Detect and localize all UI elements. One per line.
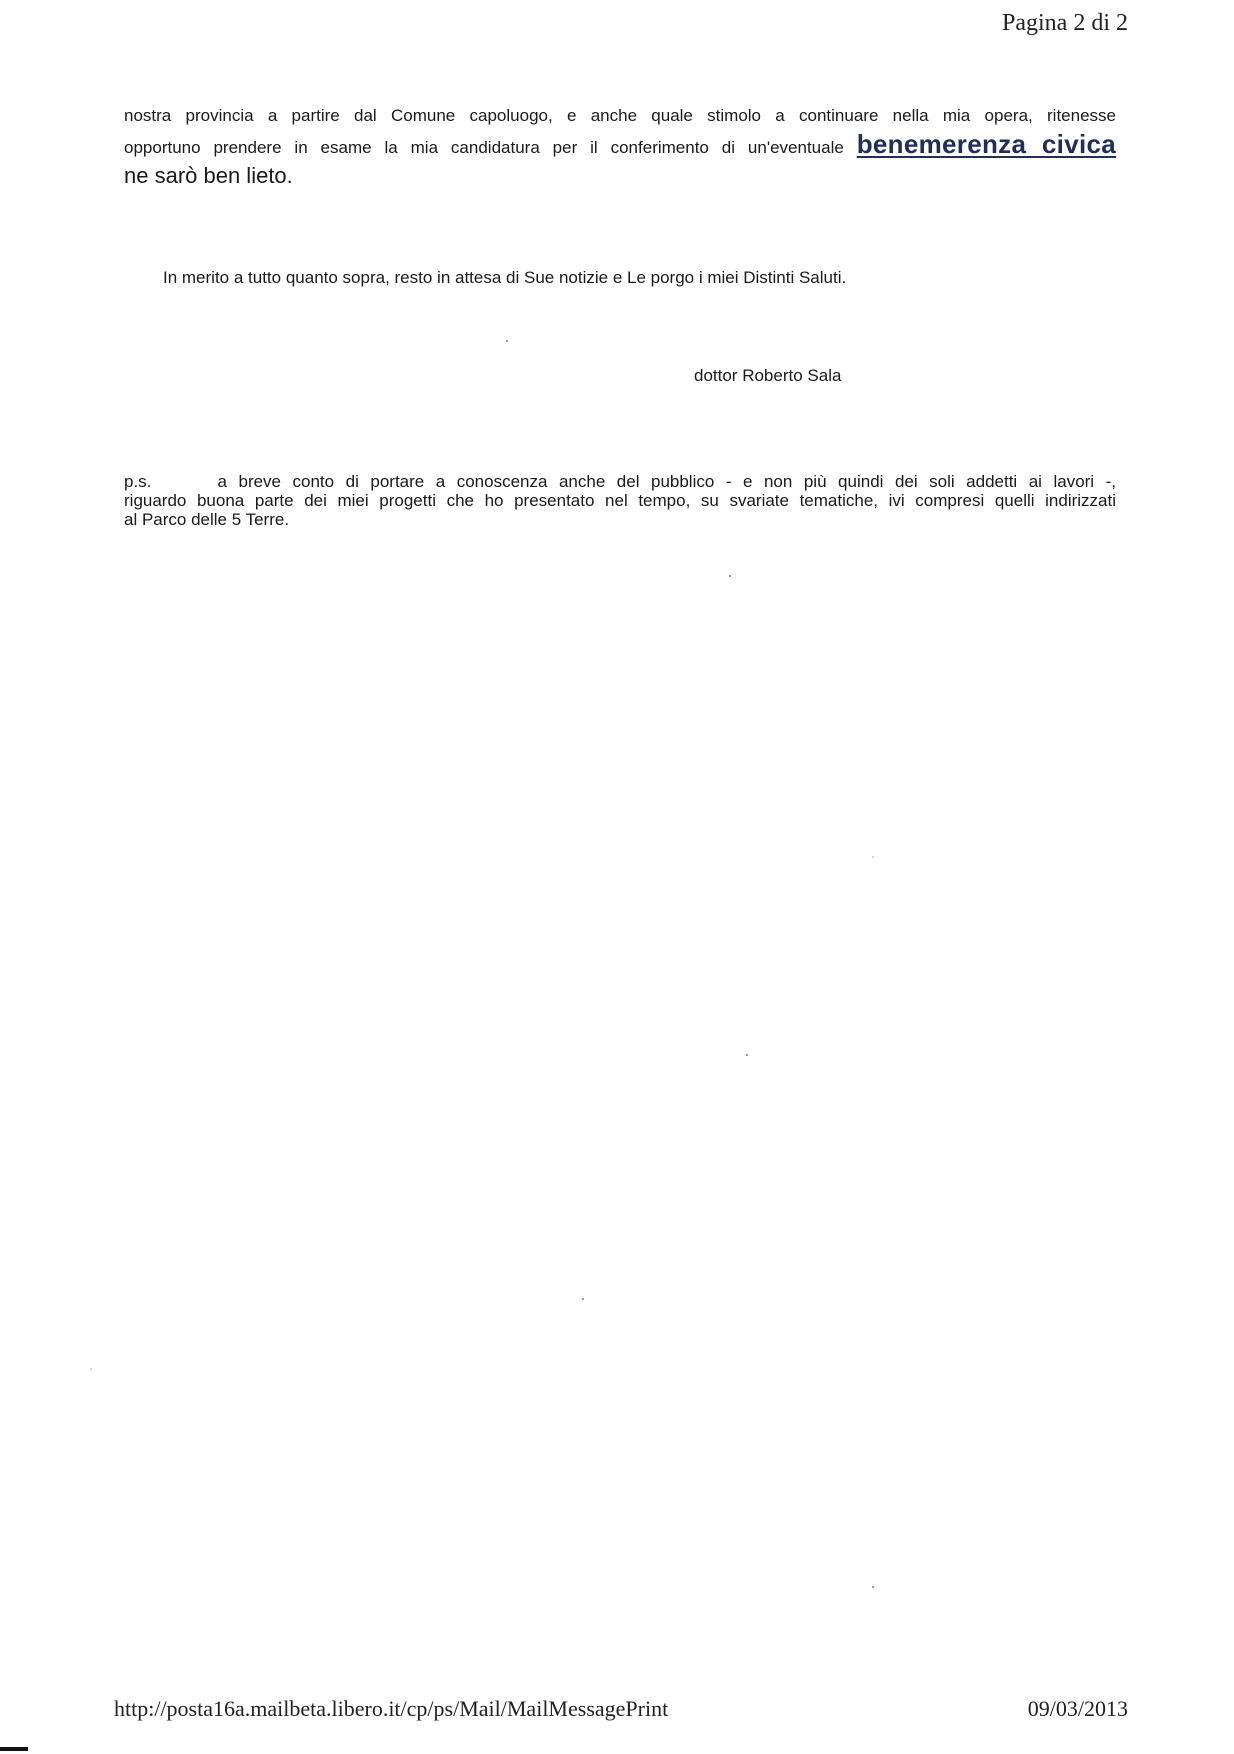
footer-print-url: http://posta16a.mailbeta.libero.it/cp/ps/Mail/MailMessagePrint (114, 1696, 669, 1721)
postscript-line-text: a breve conto di portare a conoscenza anche del pubblico - e non più quindi dei soli addetti ai lavori -, (217, 472, 1116, 491)
closing-salutation: In merito a tutto quanto sopra, resto in attesa di Sue notizie e Le porgo i miei Distinti Saluti. (163, 268, 847, 287)
paragraph-line (124, 129, 1116, 160)
scan-speck (90, 1368, 92, 1370)
paragraph-line: nostra provincia a partire dal Comune capoluogo, e anche quale stimolo a continuare nella mia opera, ritenesse (124, 106, 1116, 125)
scan-speck (582, 1298, 584, 1300)
scan-speck (872, 856, 874, 858)
footer-print-date: 09/03/2013 (1027, 1696, 1128, 1721)
scan-edge-mark (0, 1747, 28, 1751)
scan-speck (506, 340, 508, 342)
signature-name: dottor Roberto Sala (694, 366, 842, 385)
postscript-line: al Parco delle 5 Terre. (124, 510, 290, 529)
paragraph-line-text: opportuno prendere in esame la mia candidatura per il conferimento di un'eventuale (124, 138, 844, 157)
benemerenza-civica-emphasis: benemerenza civica (856, 129, 1116, 159)
letter-paragraph (124, 104, 1116, 190)
page-number: Pagina 2 di 2 (1002, 10, 1128, 36)
postscript (124, 472, 1116, 529)
postscript-line: riguardo buona parte dei miei progetti che ho presentato nel tempo, su svariate tematiche, ivi compresi quelli indirizzati (124, 491, 1116, 510)
scan-speck (729, 575, 731, 577)
paragraph-closing-line: ne sarò ben lieto. (124, 163, 293, 188)
scan-speck (872, 1586, 874, 1588)
postscript-line (124, 472, 1116, 491)
postscript-label: p.s. (124, 472, 152, 491)
scan-speck (746, 1054, 748, 1056)
